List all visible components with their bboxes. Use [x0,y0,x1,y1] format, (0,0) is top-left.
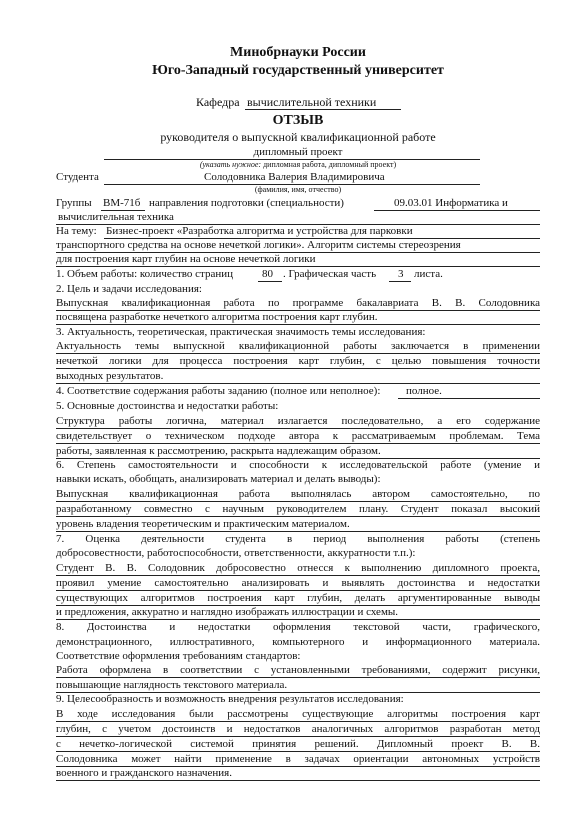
direction-underline [374,210,540,211]
section-3-line: Актуальность темы выпускной квалификационной работы заключается в применении [56,340,540,352]
section-5-heading: 5. Основные достоинства и недостатки работы: [56,400,279,412]
section-9-line: с нечетко-логической системой принятия решений. Дипломный проект В. В. [56,738,540,750]
section-9-line: В ходе исследования были рассмотрены существующие алгоритмы построения карт [56,708,540,720]
section-2-heading: 2. Цель и задачи исследования: [56,283,202,295]
section-9-line: глубин, с учетом достоинств и недостатков аналогичных алгоритмов разработан метод [56,723,540,735]
answer-underline [56,383,540,384]
section-3-line: нечеткой логики для процесса построения карт глубин, с целью повышения точности [56,355,540,367]
student-label: Студента [56,171,99,183]
sheet-count: 3 [398,268,404,280]
answer-underline [56,443,540,444]
answer-underline [56,575,540,576]
department-underline [245,109,401,110]
section-6-heading: 6. Степень самостоятельности и способности к исследовательской работе (умение и [56,459,540,471]
topic-underline [56,266,540,267]
answer-underline [56,531,540,532]
section-5-line: работы, заявленная к рассмотрению, раскрыта надлежащим образом. [56,445,381,457]
section-7-line: существующих алгоритмов построения карт глубин, делать аргументированные выводы [56,592,540,604]
section-7-line: проявил умение самостоятельно анализировать и выявлять достоинства и недостатки [56,577,540,589]
student-hint: (фамилия, имя, отчество) [254,185,342,194]
section-8-line: повышающие наглядность текстового материала. [56,679,288,691]
section-6-heading: навыки искать, обобщать, анализировать материал и делать выводы): [56,473,381,485]
section-9-heading: 9. Целесообразность и возможность внедрения результатов исследования: [56,693,404,705]
work-type-hint: (указать нужное: дипломная работа, дипломный проект) [199,160,397,169]
section-6-line: разработанному совместно с научным руководителем плану. Студент показал высокий [56,503,540,515]
section-7-heading: добросовестности, работоспособности, ответственности, аккуратности т.п.): [56,547,416,559]
answer-underline [56,324,540,325]
answer-underline [56,516,540,517]
answer-underline [56,780,540,781]
section-5-line: свидетельствует о техническом подходе автора к рассматриваемым проблемам. Тема [56,430,540,442]
section-6-line: Выпускная квалификационная работа выполнялась автором самостоятельно, по [56,488,540,500]
answer-underline [56,353,540,354]
answer-underline [56,677,540,678]
section-3-line: выходных результатов. [56,370,164,382]
sheet-count-underline [389,281,411,282]
answer-underline [56,736,540,737]
section-6-line: уровень владения теоретическим и практическим материалом. [56,518,350,530]
section-1-pre: 1. Объем работы: количество страниц [56,268,234,280]
group-label: Группы [56,197,92,209]
section-2-line: посвящена разработке нечеткого алгоритма построения карт глубин. [56,311,378,323]
section-7-line: Студент В. В. Солодовник добросовестно отнесся к выполнению дипломного проекта, [56,562,540,574]
topic-line: для построения карт глубин на основе нечеткой логики [56,253,316,265]
ministry-name: Минобрнауки России [230,45,366,60]
section-1-post: листа. [414,268,443,280]
student-name: Солодовника Валерия Владимировича [204,171,385,183]
section-4-heading: 4. Соответствие содержания работы заданию (полное или неполное): [56,385,381,397]
answer-underline [56,721,540,722]
direction-value: 09.03.01 Информатика и [394,197,508,209]
department-label: Кафедра [196,95,240,109]
section-5-line: Структура работы логична, материал излагается последовательно, а его содержание [56,415,540,427]
answer-underline [56,501,540,502]
answer-underline [56,428,540,429]
section-8-heading: Соответствие оформления требованиям стандартов: [56,650,301,662]
answer-underline [56,590,540,591]
group-value: ВМ-71б [103,197,141,209]
direction-cont: вычислительная техника [58,211,174,223]
page-count-underline [258,281,282,282]
topic-line: транспортного средства на основе нечеткой логики». Алгоритм системы стереозрения [56,239,461,251]
topic-label: На тему: [56,225,97,237]
page-count: 80 [262,268,273,280]
answer-underline [398,398,540,399]
university-name: Юго-Западный государственный университет [152,63,444,78]
answer-underline [56,368,540,369]
section-9-line: Солодовника может найти применение в задачах ориентации автономных устройств [56,753,540,765]
section-4-value: полное. [406,385,442,397]
department-value: вычислительной техники [247,95,377,109]
section-8-line: Работа оформлена в соответствии с установленными требованиями, содержит рисунки, [56,664,540,676]
section-2-line: Выпускная квалификационная работа по программе бакалавриата В. В. Солодовника [56,297,540,309]
answer-underline [56,751,540,752]
section-3-heading: 3. Актуальность, теоретическая, практическая значимость темы исследования: [56,326,426,338]
section-8-heading: демонстрационного, иллюстративного, компьютерного и информационного материала. [56,636,540,648]
direction-label: направления подготовки (специальности) [149,197,344,209]
topic-line: Бизнес-проект «Разработка алгоритма и устройства для парковки [106,225,413,237]
page-title: ОТЗЫВ [272,113,324,128]
section-8-heading: 8. Достоинства и недостатки оформления текстовой части, графического, [56,621,540,633]
answer-underline [56,619,540,620]
section-7-heading: 7. Оценка деятельности студента в период выполнения работы (степень [56,533,540,545]
subtitle: руководителя о выпускной квалификационной работе [160,130,436,144]
work-type: дипломный проект [253,146,343,158]
section-9-line: военного и гражданского назначения. [56,767,232,779]
section-1-mid: . Графическая часть [283,268,377,280]
section-7-line: и предложения, аккуратно и наглядно изображать иллюстрации и схемы. [56,606,399,618]
